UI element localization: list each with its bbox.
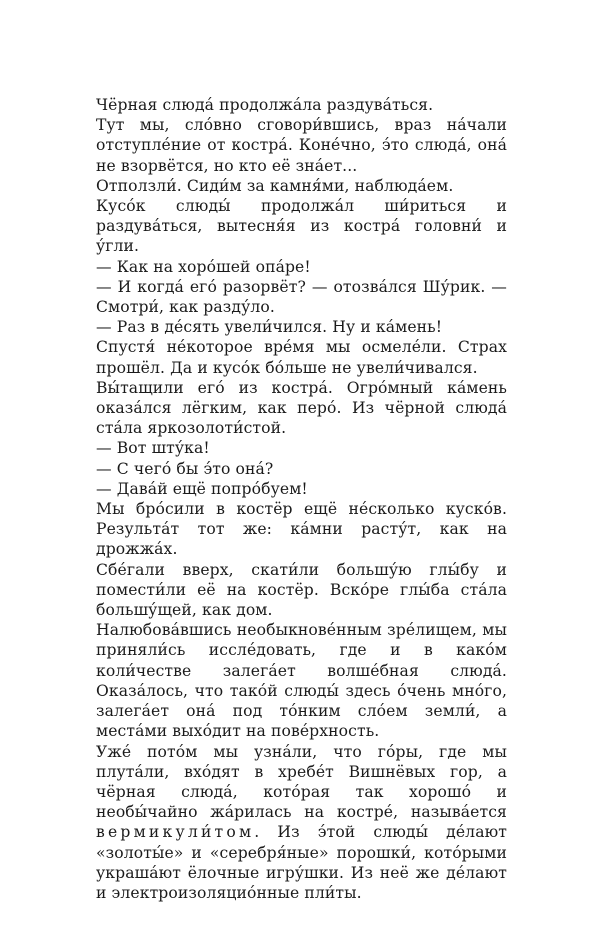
dialogue-line-1: — Как на хоро́шей опа́ре! xyxy=(96,257,311,276)
spaced-term: вермикули́том xyxy=(96,823,255,842)
dialogue-line-3: — Раз в де́сять увели́чился. Ну и ка́мень! xyxy=(96,318,443,337)
paragraph-9: Налюбова́вшись необыкнове́нным зре́лищем, мы приняли́сь иссле́довать, где и в како́м коли́честве залега́ет волше́бная слюда́. Оказа́лось, что тако́й слюды́ здесь о́чень мно́го, залега́ет она́ под то́нким сло́ем земли́, а места́ми выхо́дит на пове́рхность. xyxy=(96,621,507,741)
paragraph-2: Тут мы, сло́вно сговори́вшись, враз на́чали отступле́ние от костра́. Коне́чно, э́то слюда́, она́ не взорвётся, но кто её зна́ет... xyxy=(96,116,507,175)
dialogue-line-4: — Вот шту́ка! xyxy=(96,439,210,458)
book-page-text xyxy=(96,95,507,903)
paragraph-5: Спустя́ не́которое вре́мя мы осмеле́ли. Страх прошёл. Да и кусо́к бо́льше не увели́чивался. xyxy=(96,338,507,377)
paragraph-7: Мы бро́сили в костёр ещё не́сколько куско́в. Результа́т тот же: ка́мни расту́т, как на дрожжа́х. xyxy=(96,500,507,559)
paragraph-10 xyxy=(96,742,507,904)
paragraph-10-part-1: Уже́ пото́м мы узна́ли, что го́ры, где мы плута́ли, вхо́дят в хребе́т Вишнёвых гор, а чёрная слюда́, кото́рая так хорошо́ и необы́чайно жа́рилась на костре́, называ́ется xyxy=(96,742,507,822)
paragraph-3: Отползли́. Сиди́м за камня́ми, наблюда́ем. xyxy=(96,176,454,195)
dialogue-line-2: — И когда́ его́ разорвёт? — отозва́лся Шу́рик. — Смотри́, как разду́ло. xyxy=(96,277,507,317)
dialogue-line-5: — С чего́ бы э́то она́? xyxy=(96,459,274,478)
paragraph-1: Чёрная слюда́ продолжа́ла раздува́ться. xyxy=(96,96,434,114)
paragraph-6: Вы́тащили его́ из костра́. Огро́мный ка́мень оказа́лся лёгким, как перо́. Из чёрной слюда́ ста́ла яркозолоти́стой. xyxy=(96,378,507,438)
paragraph-4: Кусо́к слюды́ продолжа́л ши́риться и раздува́ться, вытесня́я из костра́ головни́ и у́гли. xyxy=(96,197,507,256)
dialogue-line-6: — Дава́й ещё попро́буем! xyxy=(96,479,308,498)
paragraph-8: Сбе́гали вверх, скати́ли большу́ю глы́бу и помести́ли её на костёр. Вско́ре глы́ба ста́ла большу́щей, как дом. xyxy=(96,560,507,620)
paragraph-10-part-2: . Из э́той слюды́ де́лают «золоты́е» и «серебря́ные» порошки́, кото́рыми украша́ют ёлочные игру́шки. Из неё же де́лают и электроизоляцио́нные пли́ты. xyxy=(96,823,507,902)
